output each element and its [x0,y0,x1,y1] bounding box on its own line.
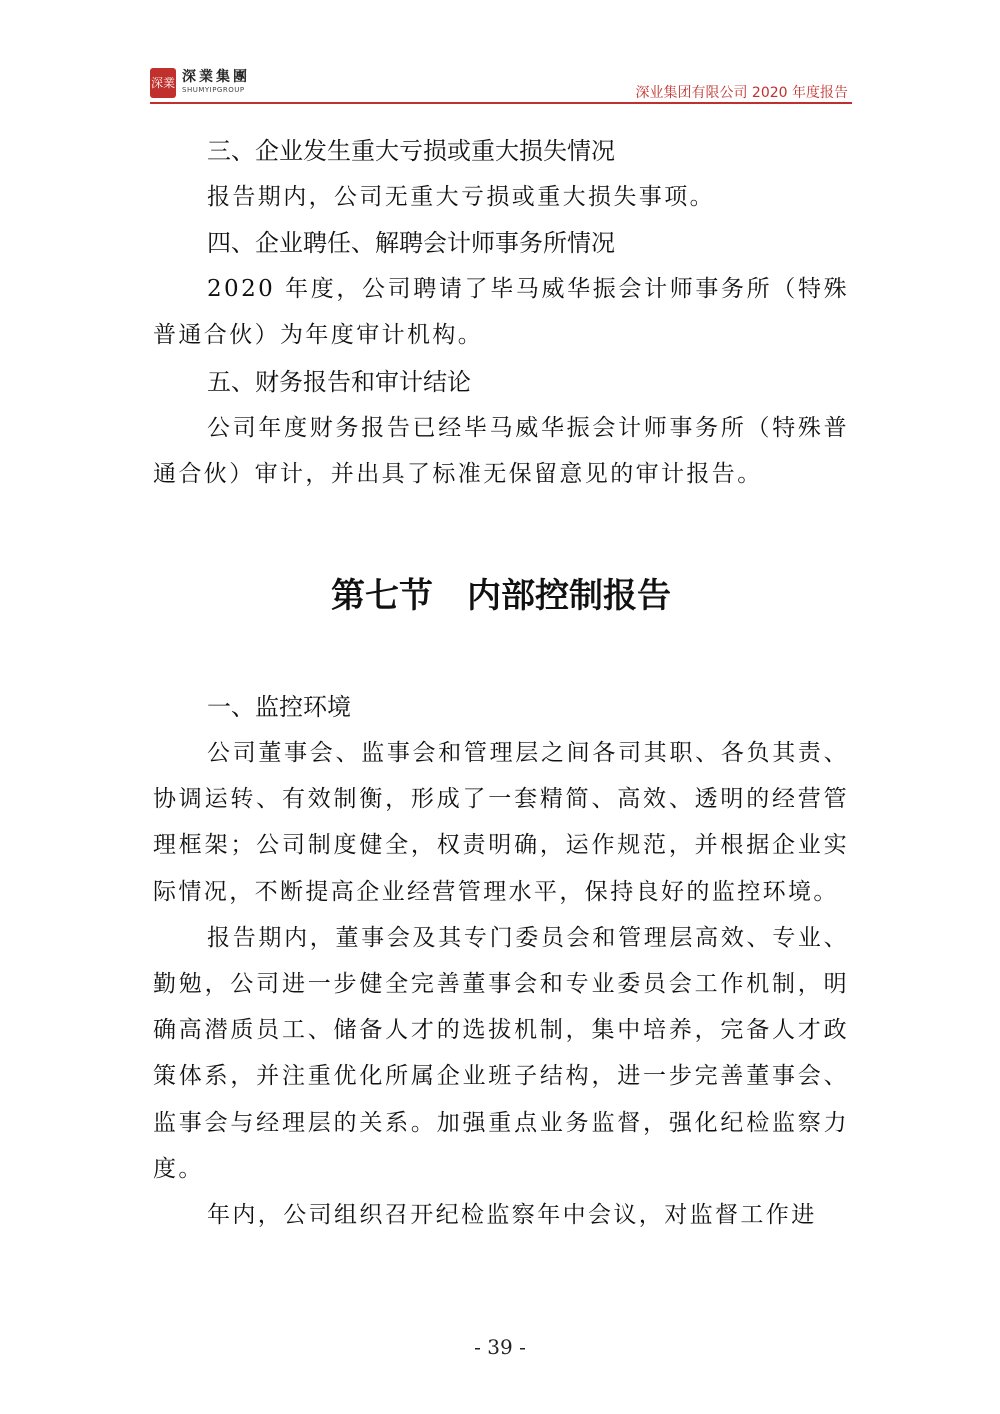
section-heading: 四、企业聘任、解聘会计师事务所情况 [207,229,615,258]
section-heading: 一、监控环境 [207,693,351,721]
header-divider [150,102,852,104]
report-sections-part1 [153,128,849,497]
company-logo-english: SHUMYIPGROUP [182,86,245,94]
section-heading: 五、财务报告和审计结论 [207,367,471,396]
page-content [153,128,849,1229]
body-paragraph: 报告期内，董事会及其专门委员会和管理层高效、专业、勤勉，公司进一步健全完善董事会和专业委员会工作机制，明确高潜质员工、储备人才的选拔机制，集中培养，完备人才政策体系，并注重优化所属企业班子结构，进一步完善董事会、监事会与经理层的关系。加强重点业务监督，强化纪检监察力度。 [153,924,849,1182]
page-header [150,68,852,102]
page-number: - 39 - [474,1335,526,1359]
company-logo-name: 深業集團 [182,69,250,85]
section-title: 第七节 内部控制报告 [331,576,671,616]
body-paragraph: 公司董事会、监事会和管理层之间各司其职、各负其责、协调运转、有效制衡，形成了一套精简、高效、透明的经营管理框架；公司制度健全，权责明确，运作规范，并根据企业实际情况，不断提高企业经营管理水平，保持良好的监控环境。 [153,740,849,905]
report-sections-part2 [153,684,849,1238]
section-heading: 三、企业发生重大亏损或重大损失情况 [207,137,615,165]
company-logo-seal: 深業 [150,68,176,98]
body-paragraph: 2020 年度，公司聘请了毕马威华振会计师事务所（特殊普通合伙）为年度审计机构。 [153,276,849,349]
body-paragraph: 报告期内，公司无重大亏损或重大损失事项。 [207,184,715,210]
report-header-title: 深业集团有限公司 2020 年度报告 [635,85,848,101]
body-paragraph: 公司年度财务报告已经毕马威华振会计师事务所（特殊普通合伙）审计，并出具了标准无保留意见的审计报告。 [153,414,849,487]
body-paragraph: 年内，公司组织召开纪检监察年中会议，对监督工作进 [207,1202,817,1229]
